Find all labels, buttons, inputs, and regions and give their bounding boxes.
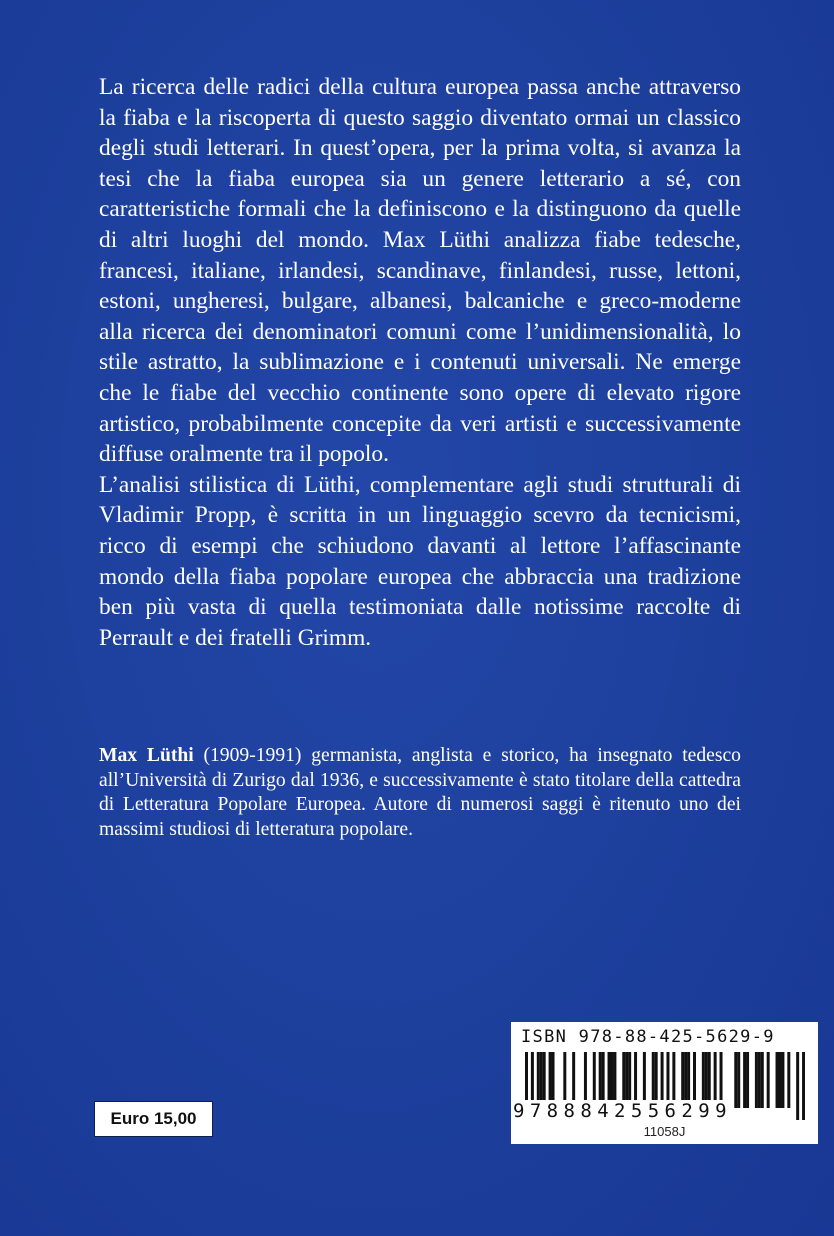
blurb-paragraph-2: L’analisi stilistica di Lüthi, complementare agli studi strutturali di Vladimir Propp, è scritta in un linguaggio scevro da tecnicismi, ricco di esempi che schiudono davanti al lettore l’affascinante mondo della fiaba popolare europea che abbraccia una tradizione ben più vasta di quella testimoniata dalle notissime raccolte di Perrault e dei fratelli Grimm. <box>99 471 741 651</box>
isbn-label: ISBN 978-88-425-5629-9 <box>521 1027 775 1047</box>
barcode-digits-text: 9788842556299 <box>513 1100 732 1122</box>
price-tag: Euro 15,00 <box>94 1101 213 1137</box>
author-bio-paragraph <box>99 744 741 842</box>
barcode-digits <box>513 1100 815 1122</box>
item-code: 11058J <box>643 1124 686 1139</box>
isbn-barcode <box>511 1022 818 1144</box>
author-bio <box>99 744 741 842</box>
blurb-text <box>99 72 741 653</box>
author-bio-text: (1909-1991) germanista, anglista e storico, ha insegnato tedesco all’Università di Zurigo dal 1936, e successivamente è stato titolare della cattedra di Letteratura Popolare Europea. Autore di numerosi saggi è ritenuto uno dei massimi studiosi di letteratura popolare. <box>99 745 741 840</box>
author-name: Max Lüthi <box>99 745 194 766</box>
blurb-paragraph-1: La ricerca delle radici della cultura europea passa anche attraverso la fiaba e la riscoperta di questo saggio diventato ormai un classico degli studi letterari. In quest’opera, per la prima volta, si avanza la tesi che la fiaba europea sia un genere letterario a sé, con caratteristiche formali che la definiscono e la distinguono da quelle di altri luoghi del mondo. Max Lüthi analizza fiabe tedesche, francesi, italiane, irlandesi, scandinave, finlandesi, russe, lettoni, estoni, ungheresi, bulgare, albanesi, balcaniche e greco-moderne alla ricerca dei denominatori comuni come l’unidimensionalità, lo stile astratto, la sublimazione e i contenuti universali. Ne emerge che le fiabe del vecchio continente sono opere di elevato rigore artistico, probabilmente concepite da veri artisti e successivamente diffuse oralmente tra il popolo. <box>99 74 741 468</box>
